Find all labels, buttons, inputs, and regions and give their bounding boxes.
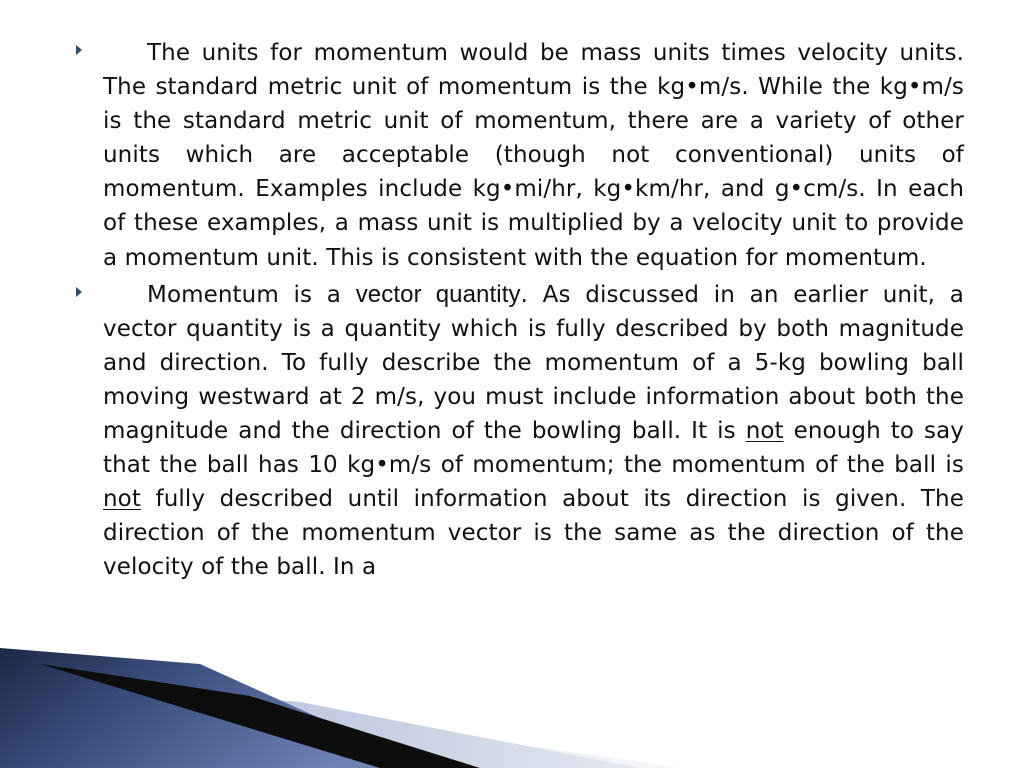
- text-segment: Momentum is a: [147, 281, 356, 308]
- bullet-momentum-units: [72, 36, 964, 275]
- text-segment: fully described until information about its direction is given. The direction of the momentum vector is the same as the direction of the velocity of the ball. In a: [103, 486, 964, 581]
- text-segment: . As discussed in an earlier unit, a vector quantity is a quantity which is fully described by both magnitude and direction. To fully describe the momentum of a 5-kg bowling ball moving westward at 2 m/s, you must include information about both the magnitude and the direction of the bowling ball. It is: [103, 281, 964, 445]
- paragraph-vector-quantity: [103, 278, 964, 585]
- triangle-right-icon: [75, 44, 83, 56]
- text-segment: enough to say that the ball has 10 kg•m/s of momentum; the momentum of the ball is: [103, 418, 964, 479]
- key-term-vector-quantity: vector quantity: [355, 280, 521, 308]
- emphasis-not: not: [745, 418, 784, 445]
- paragraph-momentum-units: The units for momentum would be mass units times velocity units. The standard metric unit of momentum is the kg•m/s. While the kg•m/s is the standard metric unit of momentum, there are a variety of other units which are acceptable (though not conventional) units of momentum. Examples include kg•mi/hr, kg•km/hr, and g•cm/s. In each of these examples, a mass unit is multiplied by a velocity unit to provide a momentum unit. This is consistent with the equation for momentum.: [103, 40, 964, 271]
- triangle-right-icon: [75, 286, 83, 298]
- bullet-vector-quantity: [72, 278, 964, 585]
- slide-content: [72, 36, 964, 588]
- emphasis-not: not: [103, 486, 141, 513]
